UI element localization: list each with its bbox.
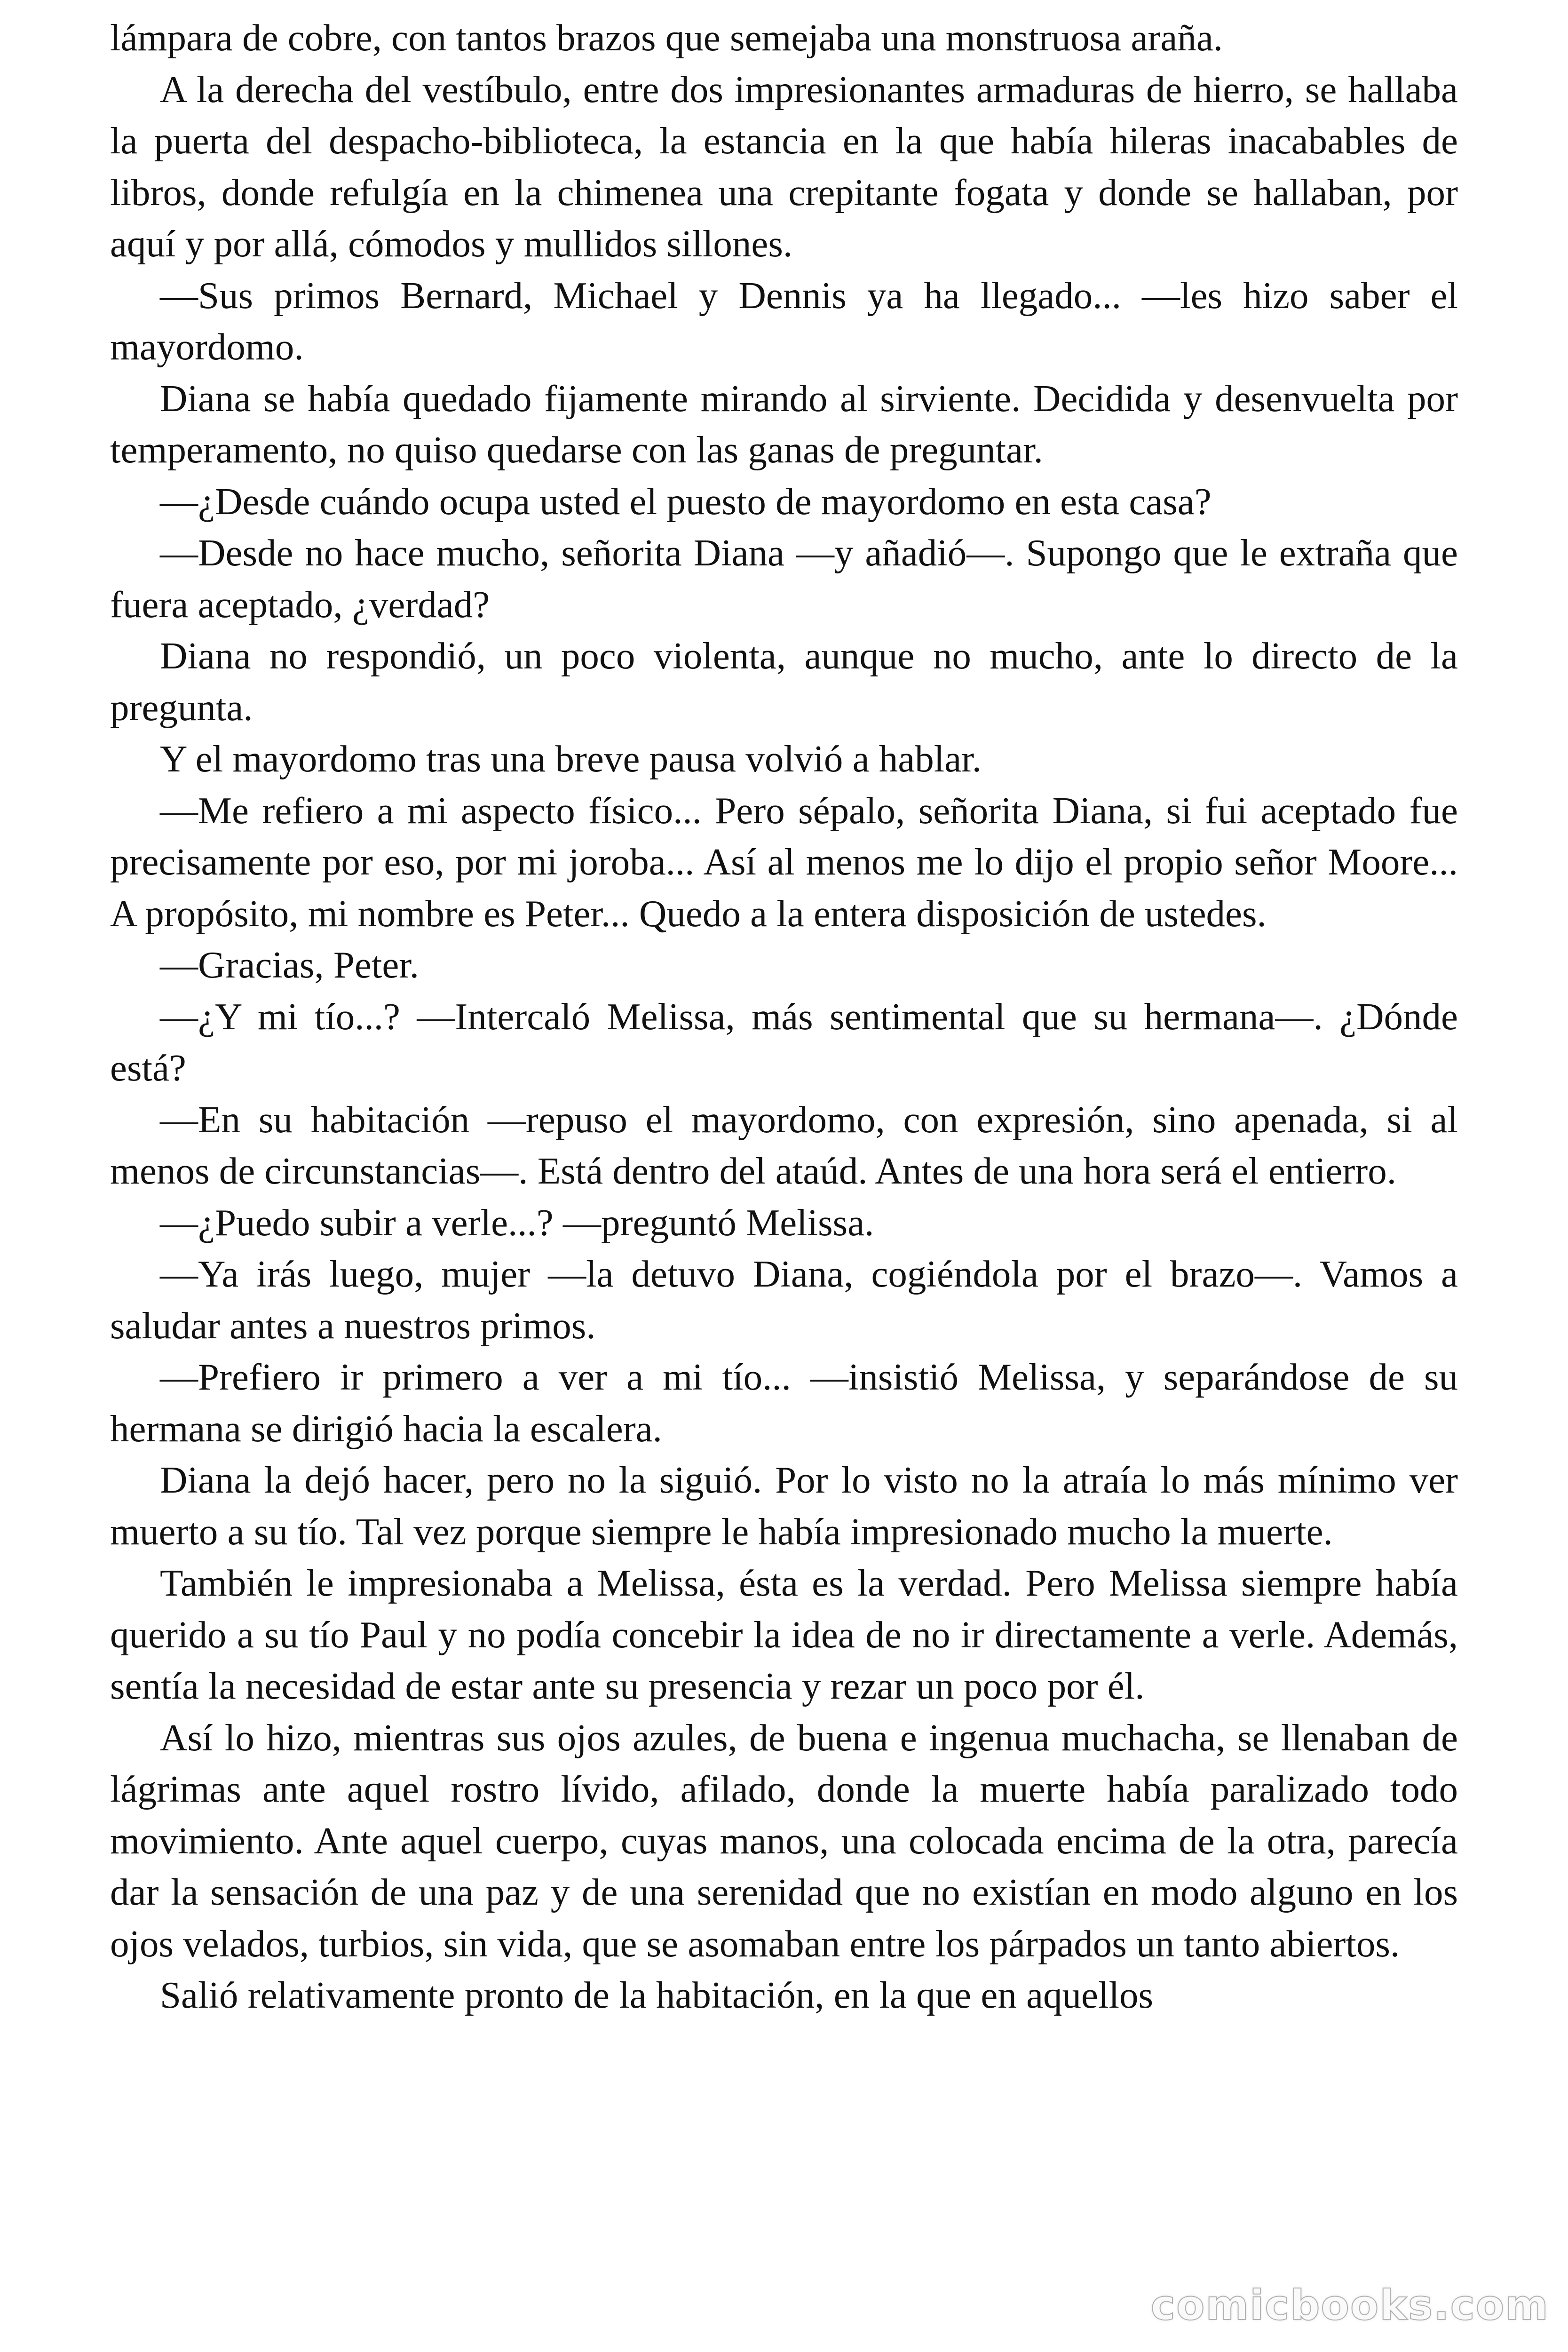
paragraph: Diana no respondió, un poco violenta, aunque no mucho, ante lo directo de la pregunta. [110,635,1458,729]
body-text [110,12,1458,2021]
paragraph: —¿Y mi tío...? —Intercaló Melissa, más sentimental que su hermana—. ¿Dónde está? [110,995,1458,1089]
paragraph: —Prefiero ir primero a ver a mi tío... —insistió Melissa, y separándose de su hermana se dirigió hacia la escalera. [110,1356,1458,1450]
watermark: comicbooks.com [1150,2281,1549,2329]
paragraph: —Ya irás luego, mujer —la detuvo Diana, cogiéndola por el brazo—. Vamos a saludar antes a nuestros primos. [110,1253,1458,1347]
paragraph: —En su habitación —repuso el mayordomo, con expresión, sino apenada, si al menos de circunstancias—. Está dentro del ataúd. Antes de una hora será el entierro. [110,1098,1458,1192]
paragraph: —Me refiero a mi aspecto físico... Pero sépalo, señorita Diana, si fui aceptado fue precisamente por eso, por mi joroba... Así al menos me lo dijo el propio señor Moore... A propósito, mi nombre es Peter... Quedo a la entera disposición de ustedes. [110,789,1458,935]
paragraph: Diana la dejó hacer, pero no la siguió. Por lo visto no la atraía lo más mínimo ver muerto a su tío. Tal vez porque siempre le había impresionado mucho la muerte. [110,1459,1458,1553]
paragraph-truncated: Salió relativamente pronto de la habitación, en la que en aquellos [160,1974,1154,2016]
paragraph: Diana se había quedado fijamente mirando al sirviente. Decidida y desenvuelta por temperamento, no quiso quedarse con las ganas de preguntar. [110,377,1458,471]
paragraph: Y el mayordomo tras una breve pausa volvió a hablar. [160,738,982,780]
paragraph: También le impresionaba a Melissa, ésta es la verdad. Pero Melissa siempre había querido a su tío Paul y no podía concebir la idea de no ir directamente a verle. Además, sentía la necesidad de estar ante su presencia y rezar un poco por él. [110,1562,1458,1707]
paragraph: Así lo hizo, mientras sus ojos azules, de buena e ingenua muchacha, se llenaban de lágrimas ante aquel rostro lívido, afilado, donde la muerte había paralizado todo movimiento. Ante aquel cuerpo, cuyas manos, una colocada encima de la otra, parecía dar la sensación de una paz y de una serenidad que no existían en modo alguno en los ojos velados, turbios, sin vida, que se asomaban entre los párpados un tanto abiertos. [110,1716,1458,1965]
paragraph-continued: lámpara de cobre, con tantos brazos que semejaba una monstruosa araña. [110,16,1223,59]
paragraph: —¿Puedo subir a verle...? —preguntó Melissa. [160,1201,874,1244]
paragraph: —Sus primos Bernard, Michael y Dennis ya ha llegado... —les hizo saber el mayordomo. [110,274,1458,368]
paragraph: A la derecha del vestíbulo, entre dos impresionantes armaduras de hierro, se hallaba la puerta del despacho-biblioteca, la estancia en la que había hileras inacabables de libros, donde refulgía en la chimenea una crepitante fogata y donde se hallaban, por aquí y por allá, cómodos y mullidos sillones. [110,68,1458,265]
paragraph: —Desde no hace mucho, señorita Diana —y añadió—. Supongo que le extraña que fuera aceptado, ¿verdad? [110,532,1458,626]
paragraph: —Gracias, Peter. [160,944,420,986]
paragraph: —¿Desde cuándo ocupa usted el puesto de mayordomo en esta casa? [160,480,1212,523]
